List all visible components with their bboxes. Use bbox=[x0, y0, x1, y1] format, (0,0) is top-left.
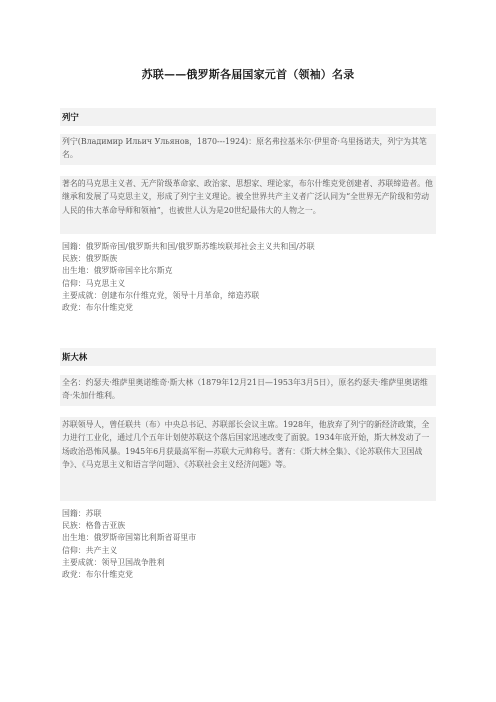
stalin-fact-party: 政党：布尔什维克党 bbox=[62, 570, 134, 580]
section-heading-lenin: 列宁 bbox=[60, 108, 436, 126]
lenin-fact-birthplace: 出生地：俄罗斯帝国辛比尔斯克 bbox=[62, 266, 173, 276]
lenin-fact-achievement: 主要成就：创建布尔什维克党，领导十月革命，缔造苏联 bbox=[62, 290, 260, 300]
lenin-fact-belief: 信仰：马克思主义 bbox=[62, 278, 126, 288]
page-title: 苏联——俄罗斯各届国家元首（领袖）名录 bbox=[141, 68, 355, 81]
stalin-fact-ethnicity: 民族：格鲁吉亚族 bbox=[62, 521, 126, 531]
stalin-fact-birthplace: 出生地：俄罗斯帝国第比利斯省哥里市 bbox=[62, 533, 197, 543]
stalin-bio: 苏联领导人，曾任联共（布）中央总书记、苏联部长会议主席。1928年，他放弃了列宁的新经济政策，全力进行工业化，通过几个五年计划使苏联这个落后国家迅速改变了面貌。1934年底开始，斯大林发动了一场政治恐怖风暴。1945年6月获最高军衔—苏联大元帅称号。著有：《斯大林全集》、《论苏联伟大卫国战争》、《马克思主义和语言学问题》、《苏联社会主义经济问题》等。 bbox=[60, 417, 436, 501]
lenin-fact-ethnicity: 民族：俄罗斯族 bbox=[62, 254, 118, 264]
stalin-intro: 全名：约瑟夫·维萨里奥诺维奇·斯大林（1879年12月21日—1953年3月5日），原名约瑟夫·维萨里奥诺维奇·朱加什维利。 bbox=[60, 375, 436, 406]
lenin-facts bbox=[60, 241, 436, 314]
stalin-fact-achievement: 主要成就：领导卫国战争胜利 bbox=[62, 557, 165, 567]
lenin-fact-party: 政党：布尔什维克党 bbox=[62, 303, 134, 313]
lenin-bio: 著名的马克思主义者、无产阶级革命家、政治家、思想家、理论家，布尔什维克党创建者、苏联缔造者。他继承和发展了马克思主义，形成了列宁主义理论。被全世界共产主义者广泛认同为“全世界无产阶级和劳动人民的伟大革命导师和领袖”，也被世人认为是20世纪最伟大的人物之一。 bbox=[60, 176, 436, 234]
stalin-fact-nationality: 国籍：苏联 bbox=[62, 509, 102, 518]
stalin-fact-belief: 信仰：共产主义 bbox=[62, 545, 118, 555]
stalin-facts bbox=[60, 508, 436, 581]
lenin-intro: 列宁(Владимир Ильич Ульянов，1870---1924)：原名弗拉基米尔·伊里奇·乌里扬诺夫，列宁为其笔名。 bbox=[60, 134, 436, 165]
lenin-fact-nationality: 国籍：俄罗斯帝国/俄罗斯共和国/俄罗斯苏维埃联邦社会主义共和国/苏联 bbox=[62, 242, 315, 251]
section-heading-stalin: 斯大林 bbox=[60, 348, 436, 366]
